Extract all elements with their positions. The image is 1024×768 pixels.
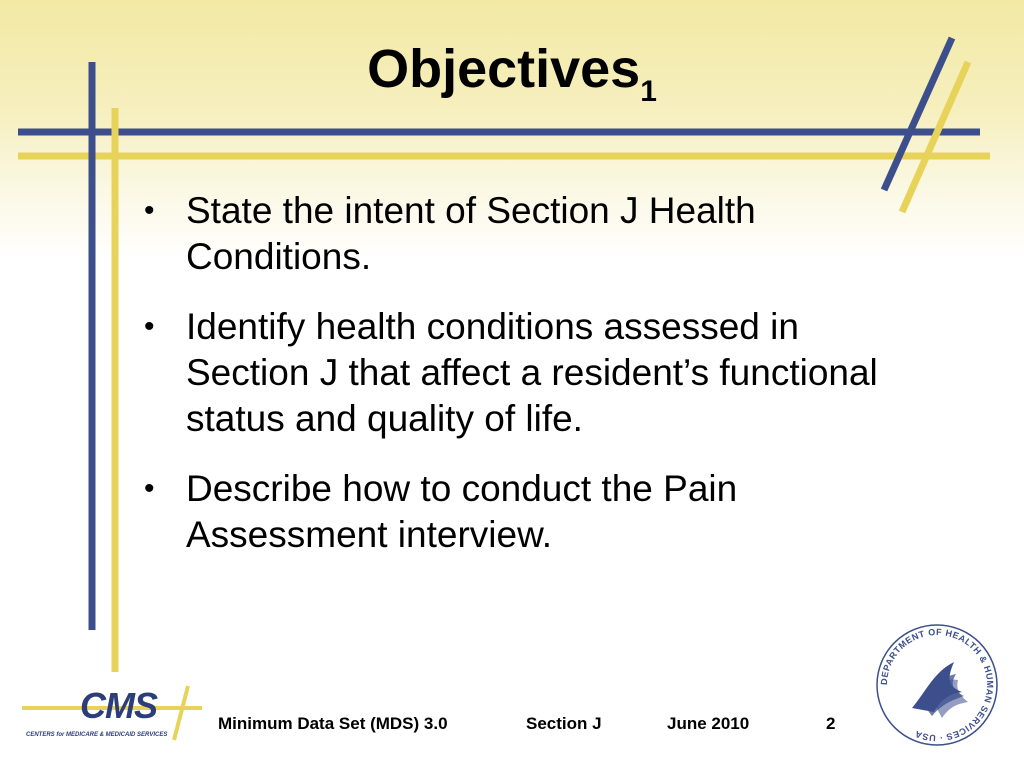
bullet-marker: • [144,194,155,227]
slide-title-text: Objectives [367,39,641,99]
slide-footer [0,714,1024,740]
bullet-list [140,188,880,582]
bullet-text: Identify health conditions assessed in Section J that affect a resident’s functional status and quality of life. [186,306,878,439]
hhs-seal-text: DEPARTMENT OF HEALTH & HUMAN SERVICES · USA [878,626,996,744]
footer-date: June 2010 [667,714,750,733]
bullet-text: Describe how to conduct the Pain Assessment interview. [186,468,738,555]
cms-logo-tagline: CENTERS for MEDICARE & MEDICAID SERVICES [26,732,168,738]
bullet-text: State the intent of Section J Health Conditions. [186,190,756,277]
cms-logo-wordmark: CMS [80,685,157,726]
bullet-marker: • [144,472,155,505]
bullet-item [140,304,880,442]
bullet-item [140,466,880,558]
slide-title [0,40,1024,108]
footer-section: Section J [526,714,602,733]
slide-title-subscript: 1 [640,75,657,108]
bullet-item [140,188,880,280]
eagle-icon [912,662,968,718]
bullet-marker: • [144,310,155,343]
footer-program: Minimum Data Set (MDS) 3.0 [218,714,448,733]
footer-page-number: 2 [826,714,836,733]
